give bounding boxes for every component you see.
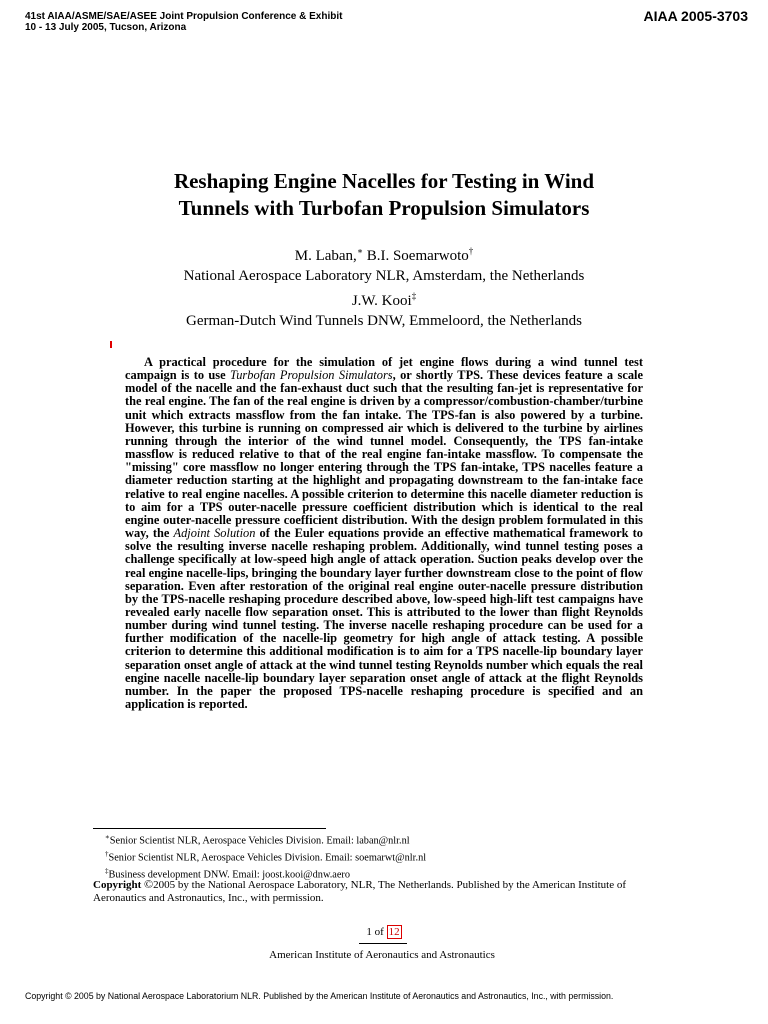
title-line-2: Tunnels with Turbofan Propulsion Simulators	[178, 196, 590, 220]
footnote-mark: ‡	[105, 866, 109, 875]
copyright-text: 2005 by the National Aerospace Laboratory, NLR, The Netherlands. Published by the American Institute of Aeronautics and Astronautics, Inc., with permission.	[93, 879, 627, 904]
bottom-copyright: Copyright © 2005 by National Aerospace Laboratorium NLR. Published by the American Institute of Aeronautics and Astronautics, Inc., with permission.	[25, 991, 614, 1001]
authors-line-1	[0, 241, 768, 266]
footnote-text: Business development DNW. Email: joost.kooi@dnw.aero	[108, 869, 351, 881]
title-line-1: Reshaping Engine Nacelles for Testing in Wind	[173, 169, 595, 193]
footnote	[105, 831, 426, 848]
footnote-text: Senior Scientist NLR, Aerospace Vehicles Division. Email: soemarwt@nlr.nl	[108, 852, 427, 864]
abstract-text: A practical procedure for the simulation of jet engine flows during a wind tunnel test campaign is to use	[125, 355, 643, 383]
copyright-notice	[93, 878, 678, 904]
author-name: B.I. Soemarwoto	[362, 248, 469, 264]
page-number	[0, 926, 768, 938]
footnote-rule	[93, 828, 326, 829]
paper-number: AIAA 2005-3703	[643, 8, 748, 24]
page-number-rule	[359, 943, 407, 944]
abstract	[125, 356, 643, 711]
authors-line-2	[0, 286, 768, 311]
institute-name: American Institute of Aeronautics and Astronautics	[269, 949, 495, 961]
footnote-mark: ∗	[356, 246, 363, 256]
red-margin-mark	[110, 341, 112, 348]
paper-title	[0, 168, 768, 222]
footnote-text: Senior Scientist NLR, Aerospace Vehicles Division. Email: laban@nlr.nl	[109, 835, 410, 847]
author-name: J.W. Kooi	[351, 293, 412, 309]
footnote-mark: ∗	[105, 833, 110, 841]
conference-name: 41st AIAA/ASME/SAE/ASEE Joint Propulsion Conference & Exhibit	[25, 11, 343, 22]
copyright-label: Copyright	[93, 879, 142, 891]
footnote-mark: †	[105, 849, 109, 858]
footnotes	[105, 831, 426, 881]
conference-header	[25, 11, 342, 33]
page-of: of	[374, 926, 384, 938]
abstract-text: of the Euler equations provide an effective mathematical framework to solve the resulting inverse nacelle reshaping problem. Additionally, wind tunnel testing poses a challenge specifically at low-speed high angle of attack operation. Suction peaks develop over the real engine nacelle-lips, bringing the boundary layer further downstream close to the point of flow separation. Even after restoration of the original real engine outer-nacelle pressure distribution by the TPS-nacelle reshaping procedure described above, low-speed high-lift test campaigns have revealed early nacelle flow separation onset. This is attributed to the lower than flight Reynolds number during wind tunnel testing. The inverse nacelle reshaping procedure can be used for a further modification of the nacelle-lip geometry for high angle of attack testing. A possible criterion to determine this additional modification is to aim for a TPS nacelle-lip boundary layer separation onset angle of attack at the wind tunnel testing Reynolds number which equals the real engine nacelle nacelle-lip boundary layer separation onset angle of attack at the flight Reynolds number. In the paper the proposed TPS-nacelle reshaping procedure is specified and an application is reported.	[125, 526, 644, 712]
abstract-text: , or shortly TPS. These devices feature a scale model of the nacelle and the fan-exhaust duct such that the resulting fan-jet is representative for the real engine. The fan of the real engine is driven by a compressor/combustion-chamber/turbine unit which extracts massflow from the fan intake. The TPS-fan is also powered by a turbine. However, this turbine is running on compressed air which is delivered to the turbine by airlines running through the interior of the wind tunnel model. Consequently, the TPS fan-intake massflow is reduced relative to that of the real engine fan-intake massflow. To compensate the "missing" core massflow no longer entering through the TPS fan-intake, TPS nacelles feature a diameter reduction starting at the highlight and propagating downstream to the fan-intake face relative to real engine nacelles. A possible criterion to determine this nacelle diameter reduction is to aim for a TPS outer-nacelle pressure coefficient distribution which is identical to the real engine outer-nacelle pressure coefficient distribution. With the design problem formulated in this way, the	[125, 368, 643, 541]
current-page: 1	[366, 926, 372, 938]
abstract-emphasis: Turbofan Propulsion Simulators	[230, 368, 393, 383]
affiliation: German-Dutch Wind Tunnels DNW, Emmeloord, the Netherlands	[185, 313, 582, 329]
total-pages-link[interactable]: 12	[388, 926, 400, 938]
footnote-mark: †	[468, 246, 474, 256]
author-name: M. Laban,	[294, 248, 357, 264]
abstract-emphasis: Adjoint Solution	[173, 526, 256, 541]
conference-date-location: 10 - 13 July 2005, Tucson, Arizona	[25, 22, 187, 33]
footnote-mark: ‡	[411, 291, 417, 301]
author-block	[0, 241, 768, 331]
affiliation: National Aerospace Laboratory NLR, Amsterdam, the Netherlands	[183, 268, 585, 284]
copyright-symbol: ©	[144, 877, 154, 891]
footnote	[105, 848, 426, 865]
